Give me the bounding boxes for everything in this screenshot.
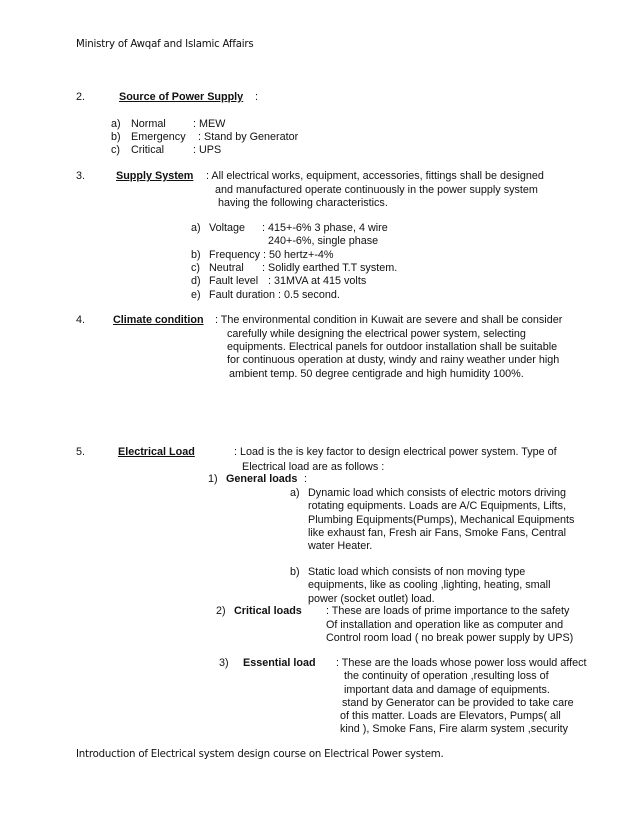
list-marker: c): [191, 262, 200, 274]
list-marker: c): [111, 144, 120, 156]
list-marker: b): [111, 131, 121, 143]
supply-value-normal: : MEW: [193, 118, 226, 130]
essential-load-line: of this matter. Loads are Elevators, Pumps( all: [340, 710, 561, 722]
essential-load-line: : These are the loads whose power loss would affect: [336, 657, 587, 669]
dynamic-load-line: Dynamic load which consists of electric motors driving: [308, 487, 567, 499]
section-4-number: 4.: [76, 314, 86, 326]
essential-load-line: kind ), Smoke Fans, Fire alarm system ,security: [340, 723, 568, 735]
dynamic-load-line: rotating equipments. Loads are A/C Equipments, Lifts,: [308, 500, 567, 512]
load-marker: 3): [219, 657, 229, 669]
characteristic-label-fault-level: Fault level: [209, 275, 259, 287]
load-marker: 1): [208, 473, 218, 485]
characteristic-value-neutral: : Solidly earthed T.T system.: [262, 262, 398, 274]
list-marker: a): [290, 487, 300, 499]
essential-load-title: Essential load: [243, 657, 316, 669]
essential-load-line: important data and damage of equipments.: [344, 684, 550, 696]
characteristic-label-voltage: Voltage: [209, 222, 246, 234]
section-2-colon: :: [255, 91, 258, 103]
characteristic-value-voltage-single: 240+-6%, single phase: [268, 235, 379, 247]
essential-load-line: stand by Generator can be provided to take care: [342, 697, 574, 709]
section-5-title: Electrical Load: [118, 446, 195, 458]
page-footer: Introduction of Electrical system design course on Electrical Power system.: [76, 749, 444, 760]
section-3-title: Supply System: [116, 170, 194, 182]
list-marker: e): [191, 289, 201, 301]
supply-label-emergency: Emergency: [131, 131, 186, 143]
load-marker: 2): [216, 605, 226, 617]
dynamic-load-line: Plumbing Equipments(Pumps), Mechanical Equipments: [308, 514, 575, 526]
essential-load-line: the continuity of operation ,resulting loss of: [344, 670, 549, 682]
section-5-text-line: Electrical load are as follows :: [242, 461, 385, 473]
list-marker: a): [191, 222, 201, 234]
section-4-text-line: equipments. Electrical panels for outdoor installation shall be suitable: [227, 341, 558, 353]
static-load-line: equipments, like as cooling ,lighting, heating, small: [308, 579, 551, 591]
dynamic-load-line: water Heater.: [308, 540, 373, 552]
section-4-title: Climate condition: [113, 314, 204, 326]
section-4-text-line: : The environmental condition in Kuwait are severe and shall be consider: [215, 314, 563, 326]
supply-value-critical: : UPS: [193, 144, 222, 156]
section-3-text-line: having the following characteristics.: [218, 197, 388, 209]
list-marker: b): [191, 249, 201, 261]
general-loads-title: General loads: [226, 473, 298, 485]
list-marker: d): [191, 275, 201, 287]
section-5-number: 5.: [76, 446, 86, 458]
section-4-text-line: ambient temp. 50 degree centigrade and high humidity 100%.: [229, 368, 524, 380]
section-2-title: Source of Power Supply: [119, 91, 244, 103]
section-4-text-line: for continuous operation at dusty, windy and rainy weather under high: [227, 354, 560, 366]
list-marker: a): [111, 118, 121, 130]
section-3-text-line: and manufactured operate continuously in the power supply system: [215, 184, 538, 196]
static-load-line: Static load which consists of non moving type: [308, 566, 526, 578]
critical-loads-line: Of installation and operation like as computer and: [326, 619, 564, 631]
characteristic-value-voltage: : 415+-6% 3 phase, 4 wire: [262, 222, 388, 234]
page-header: Ministry of Awqaf and Islamic Affairs: [76, 39, 254, 50]
characteristic-fault-duration: Fault duration : 0.5 second.: [209, 289, 340, 301]
supply-label-critical: Critical: [131, 144, 164, 156]
supply-value-emergency: : Stand by Generator: [198, 131, 299, 143]
characteristic-frequency: Frequency : 50 hertz+-4%: [209, 249, 334, 261]
critical-loads-title: Critical loads: [234, 605, 302, 617]
characteristic-value-fault-level: : 31MVA at 415 volts: [268, 275, 367, 287]
characteristic-label-neutral: Neutral: [209, 262, 244, 274]
section-4-text-line: carefully while designing the electrical power system, selecting: [227, 328, 526, 340]
general-loads-colon: :: [304, 473, 307, 485]
critical-loads-line: Control room load ( no break power supply by UPS): [326, 632, 574, 644]
section-5-text-line: : Load is the is key factor to design electrical power system. Type of: [234, 446, 557, 458]
list-marker: b): [290, 566, 300, 578]
section-2-number: 2.: [76, 91, 86, 103]
supply-label-normal: Normal: [131, 118, 166, 130]
section-3-text-line: : All electrical works, equipment, accessories, fittings shall be designed: [206, 170, 544, 182]
dynamic-load-line: like exhaust fan, Fresh air Fans, Smoke Fans, Central: [308, 527, 567, 539]
section-3-number: 3.: [76, 170, 86, 182]
critical-loads-line: : These are loads of prime importance to the safety: [326, 605, 570, 617]
static-load-line: power (socket outlet) load.: [308, 593, 435, 605]
